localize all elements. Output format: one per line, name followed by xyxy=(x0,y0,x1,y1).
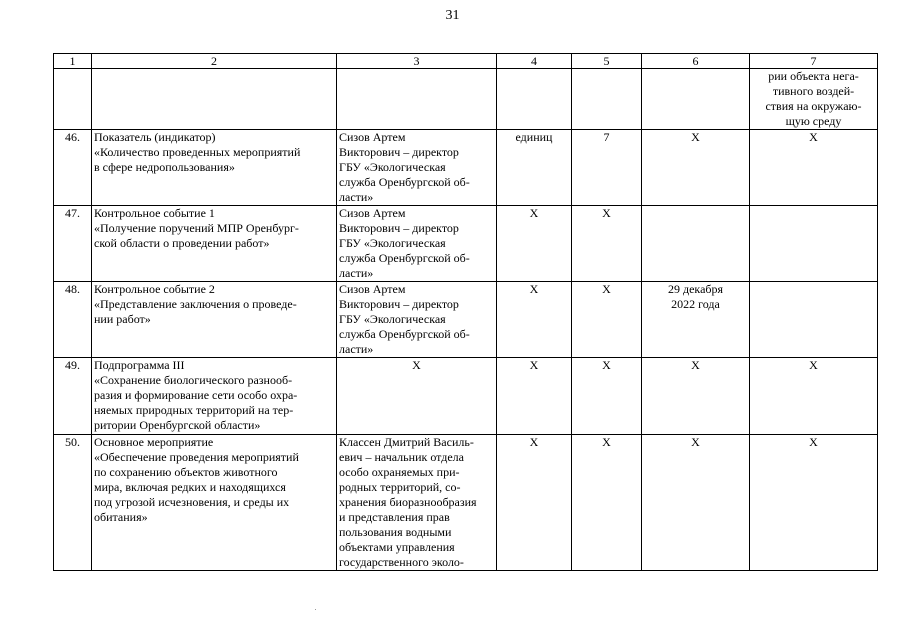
event-name: Показатель (индикатор) «Количество проведенных мероприятий в сфере недропользования» xyxy=(92,130,337,206)
unit-cell: единиц xyxy=(497,130,572,206)
table-row xyxy=(54,435,878,571)
column-header: 5 xyxy=(572,54,642,69)
unit-cell xyxy=(497,69,572,130)
event-name: Подпрограмма III «Сохранение биологического разнооб- разия и формирование сети особо охра- няемых природных территорий на тер- ритории Оренбургской области» xyxy=(92,358,337,435)
table-row xyxy=(54,130,878,206)
table-row xyxy=(54,358,878,435)
row-number: 49. xyxy=(54,358,92,435)
responsible-person: Х xyxy=(337,358,497,435)
table-row xyxy=(54,282,878,358)
event-name: Контрольное событие 2 «Представление заключения о проведе- нии работ» xyxy=(92,282,337,358)
table-header-row xyxy=(54,54,878,69)
note-cell: Х xyxy=(750,435,878,571)
table-row xyxy=(54,69,878,130)
note-cell: Х xyxy=(750,358,878,435)
unit-cell: Х xyxy=(497,206,572,282)
value-cell: Х xyxy=(572,206,642,282)
responsible-person: Классен Дмитрий Василь- евич – начальник отдела особо охраняемых при- родных территорий, со- хранения биоразнообразия и представления прав пользования водными объектами управления государственного эколо- xyxy=(337,435,497,571)
note-cell xyxy=(750,206,878,282)
value-cell: Х xyxy=(572,358,642,435)
deadline-cell xyxy=(642,206,750,282)
column-header: 7 xyxy=(750,54,878,69)
page-number: 31 xyxy=(445,8,460,23)
value-cell: Х xyxy=(572,435,642,571)
note-cell xyxy=(750,282,878,358)
deadline-cell: Х xyxy=(642,358,750,435)
event-name xyxy=(92,69,337,130)
unit-cell: Х xyxy=(497,358,572,435)
responsible-person: Сизов Артем Викторович – директор ГБУ «Экологическая служба Оренбургской об- ласти» xyxy=(337,130,497,206)
deadline-cell: 29 декабря 2022 года xyxy=(642,282,750,358)
note-cell: рии объекта нега- тивного воздей- ствия на окружаю- щую среду xyxy=(750,69,878,130)
value-cell xyxy=(572,69,642,130)
row-number xyxy=(54,69,92,130)
responsible-person xyxy=(337,69,497,130)
event-name: Основное мероприятие «Обеспечение проведения мероприятий по сохранению объектов животного мира, включая редких и находящихся под угрозой исчезновения, и среды их обитания» xyxy=(92,435,337,571)
unit-cell: Х xyxy=(497,435,572,571)
column-header: 4 xyxy=(497,54,572,69)
column-header: 1 xyxy=(54,54,92,69)
row-number: 48. xyxy=(54,282,92,358)
program-table xyxy=(53,53,878,571)
column-header: 3 xyxy=(337,54,497,69)
scan-speck xyxy=(315,609,316,610)
unit-cell: Х xyxy=(497,282,572,358)
row-number: 50. xyxy=(54,435,92,571)
row-number: 46. xyxy=(54,130,92,206)
table-row xyxy=(54,206,878,282)
column-header: 2 xyxy=(92,54,337,69)
deadline-cell: Х xyxy=(642,435,750,571)
column-header: 6 xyxy=(642,54,750,69)
responsible-person: Сизов Артем Викторович – директор ГБУ «Экологическая служба Оренбургской об- ласти» xyxy=(337,282,497,358)
deadline-cell xyxy=(642,69,750,130)
row-number: 47. xyxy=(54,206,92,282)
deadline-cell: Х xyxy=(642,130,750,206)
event-name: Контрольное событие 1 «Получение поручений МПР Оренбург- ской области о проведении работ» xyxy=(92,206,337,282)
responsible-person: Сизов Артем Викторович – директор ГБУ «Экологическая служба Оренбургской об- ласти» xyxy=(337,206,497,282)
value-cell: 7 xyxy=(572,130,642,206)
value-cell: Х xyxy=(572,282,642,358)
note-cell: Х xyxy=(750,130,878,206)
